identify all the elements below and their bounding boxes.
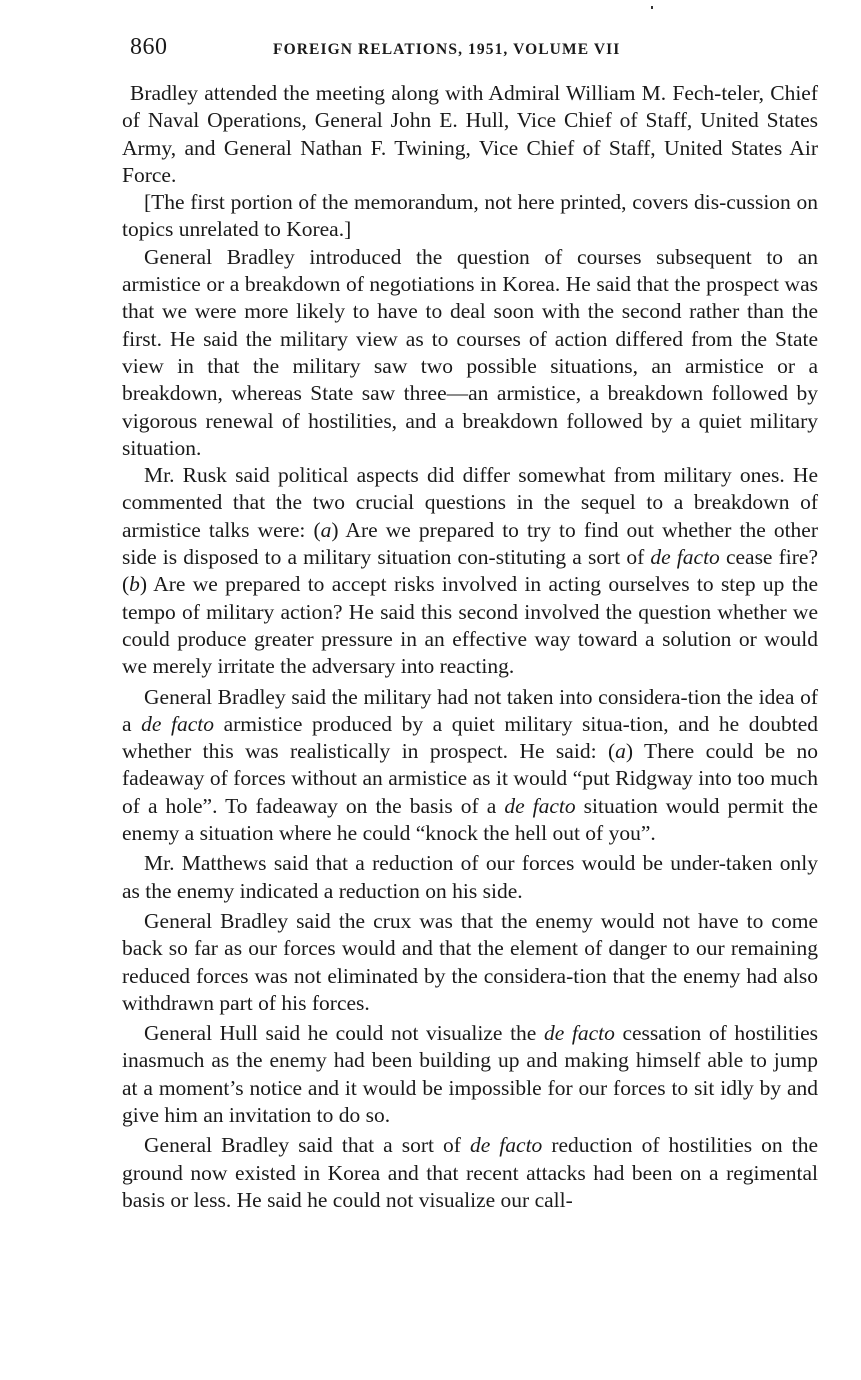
italic-text: a <box>615 739 626 764</box>
text-run: ) Are we prepared to try to find out whether the other side is disposed to a military situation con-stituting a sort of <box>122 517 819 570</box>
text-run: cessation of hostilities inasmuch as the enemy had been building up and making himself able to jump at a moment’s notice and it would be impossible for our forces to sit idly by and give him an invitation to do so. <box>122 1021 818 1127</box>
page-header <box>128 34 818 64</box>
text-run: General Bradley introduced the question of courses subsequent to an armistice or a breakdown of negotiations in Korea. He said that the prospect was that we were more likely to have to deal soon with the second rather than the first. He said the military view as to courses of action differed from the State view in that the military saw two possible situations, an armistice or a breakdown, whereas State saw three—an armistice, a breakdown followed by vigorous renewal of hostilities, and a breakdown followed by a quiet military situation. <box>122 244 818 460</box>
text-run: armistice produced by a quiet military situa-tion, and he doubted whether this was realistically in prospect. He said: ( <box>122 711 818 764</box>
text-run: [The first portion of the memorandum, not here printed, covers dis-cussion on topics unrelated to Korea.] <box>122 190 818 242</box>
text-run: Mr. Rusk said political aspects did differ somewhat from military ones. He commented that the two crucial questions in the sequel to a breakdown of armistice talks were: ( <box>122 463 818 542</box>
italic-text: de facto <box>543 1021 615 1046</box>
paragraph <box>122 244 818 462</box>
italic-text: de facto <box>504 793 576 818</box>
paragraph <box>122 1020 818 1129</box>
paragraph <box>122 1132 818 1214</box>
paragraph <box>122 462 818 680</box>
body-text <box>122 80 818 1214</box>
paragraph <box>122 189 818 244</box>
text-run: cease fire? ( <box>122 545 818 597</box>
page-number: 860 <box>130 34 168 60</box>
text-run: Mr. Matthews said that a reduction of our forces would be under-taken only as the enemy indicated a reduction on his side. <box>122 851 818 903</box>
text-run: ) Are we prepared to accept risks involved in acting ourselves to step up the tempo of military action? He said this second involved the question whether we could produce greater pressure in an effective way toward a solution or would we merely irritate the adversary into reacting. <box>122 572 818 679</box>
italic-text: de facto <box>141 711 215 736</box>
running-head: FOREIGN RELATIONS, 1951, VOLUME VII <box>273 41 621 58</box>
text-run: ) There could be no fadeaway of forces without an armistice as it would “put Ridgway into too much of a hole”. To fadeaway on the basis of a <box>122 739 818 818</box>
text-run: General Bradley said the military had not taken into considera-tion the idea of a <box>122 684 818 736</box>
text-run: General Hull said he could not visualize the <box>144 1021 544 1046</box>
paragraph <box>122 850 818 905</box>
paragraph <box>122 80 818 189</box>
text-run: reduction of hostilities on the ground now existed in Korea and that recent attacks had been on a regimental basis or less. He said he could not visualize our call- <box>122 1133 818 1212</box>
text-run: Bradley attended the meeting along with Admiral William M. Fech-teler, Chief of Naval Operations, General John E. Hull, Vice Chief of Staff, United States Army, and General Nathan F. Twining, Vice Chief of Staff, United States Air Force. <box>122 81 818 187</box>
italic-text: b <box>129 572 140 597</box>
text-run: General Bradley said that a sort of <box>144 1133 470 1158</box>
text-run: situation would permit the enemy a situation where he could “knock the hell out of you”. <box>122 793 818 846</box>
italic-text: de facto <box>469 1133 543 1158</box>
text-run: General Bradley said the crux was that the enemy would not have to come back so far as our forces would and that the element of danger to our remaining reduced forces was not eliminated by the considera-tion that the enemy had also withdrawn part of his forces. <box>122 908 818 1015</box>
scan-mark <box>651 6 653 9</box>
italic-text: de facto <box>650 545 720 570</box>
italic-text: a <box>320 517 332 542</box>
paragraph <box>122 684 818 848</box>
paragraph <box>122 908 818 1017</box>
